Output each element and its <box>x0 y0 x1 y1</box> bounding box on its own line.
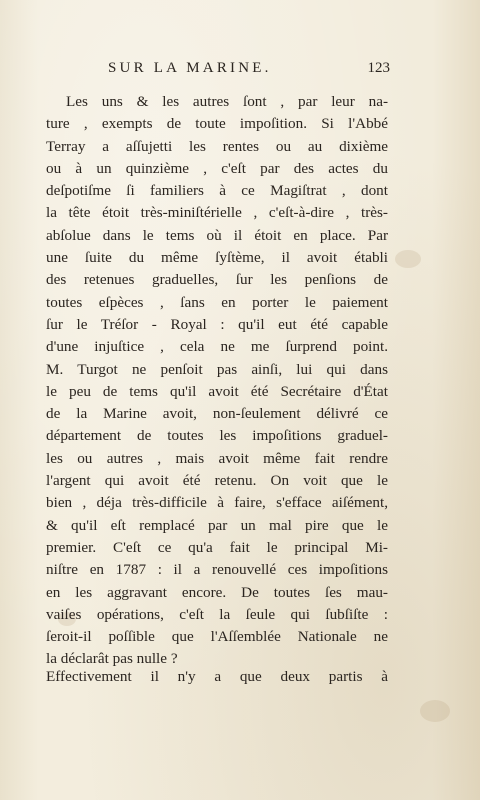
page-number: 123 <box>367 60 390 76</box>
text-line: ſeroit-il poſſible que l'Aſſemblée Nationale ne <box>46 628 388 646</box>
page-header <box>108 60 390 84</box>
text-line: vaiſes opérations, c'eſt la ſeule qui ſubſiſte : <box>46 605 388 623</box>
text-line: une ſuite du même ſyſtème, il avoit établi <box>46 249 388 267</box>
text-line: premier. C'eſt ce qu'a fait le principal Mi- <box>46 538 388 556</box>
text-line: l'argent qui avoit été retenu. On voit que le <box>46 472 388 490</box>
text-line: abſolue dans le tems où il étoit en place. Par <box>46 226 388 244</box>
text-line: ture , exempts de toute impoſition. Si l'Abbé <box>46 115 388 133</box>
text-line: bien , déja très-difficile à faire, s'efface aiſément, <box>46 494 388 512</box>
text-line: d'une injuſtice , cela ne me ſurprend point. <box>46 338 388 356</box>
text-line: de la Marine avoit, non-ſeulement délivré ce <box>46 405 388 423</box>
text-line: en les aggravant encore. De toutes ſes mau- <box>46 583 388 601</box>
text-line: niſtre en 1787 : il a renouvellé ces impoſitions <box>46 561 388 579</box>
text-line: la tête étoit très-miniſtérielle , c'eſt-à-dire , très- <box>46 204 388 222</box>
text-line: département de toutes les impoſitions graduel- <box>46 427 388 445</box>
text-line: ſur le Tréſor - Royal : qu'il eut été capable <box>46 315 388 333</box>
running-head: SUR LA MARINE. <box>108 60 272 76</box>
text-line: Terray a aſſujetti les rentes ou au dixième <box>46 137 388 155</box>
body-text <box>46 91 388 671</box>
text-line: & qu'il eſt remplacé par un mal pire que le <box>46 516 388 534</box>
text-line: M. Turgot ne penſoit pas ainſi, lui qui dans <box>46 360 388 378</box>
text-line: Les uns & les autres ſont , par leur na- <box>66 93 388 110</box>
text-line: la déclarât pas nulle ? <box>46 650 178 668</box>
text-line: ou à un quinzième , c'eſt par des actes du <box>46 159 388 177</box>
text-line: des retenues graduelles, ſur les penſions de <box>46 271 388 289</box>
text-line: toutes eſpèces , ſans en porter le paiement <box>46 293 388 311</box>
text-line: les ou autres , mais avoit même fait rendre <box>46 449 388 467</box>
text-line: le peu de tems qu'il avoit été Secrétaire d'État <box>46 382 388 400</box>
text-line: deſpotiſme ſi familiers à ce Magiſtrat , dont <box>46 182 388 200</box>
paper-stain <box>395 250 421 268</box>
next-paragraph-line: Effectivement il n'y a que deux partis à <box>46 668 388 685</box>
paper-stain <box>420 700 450 722</box>
